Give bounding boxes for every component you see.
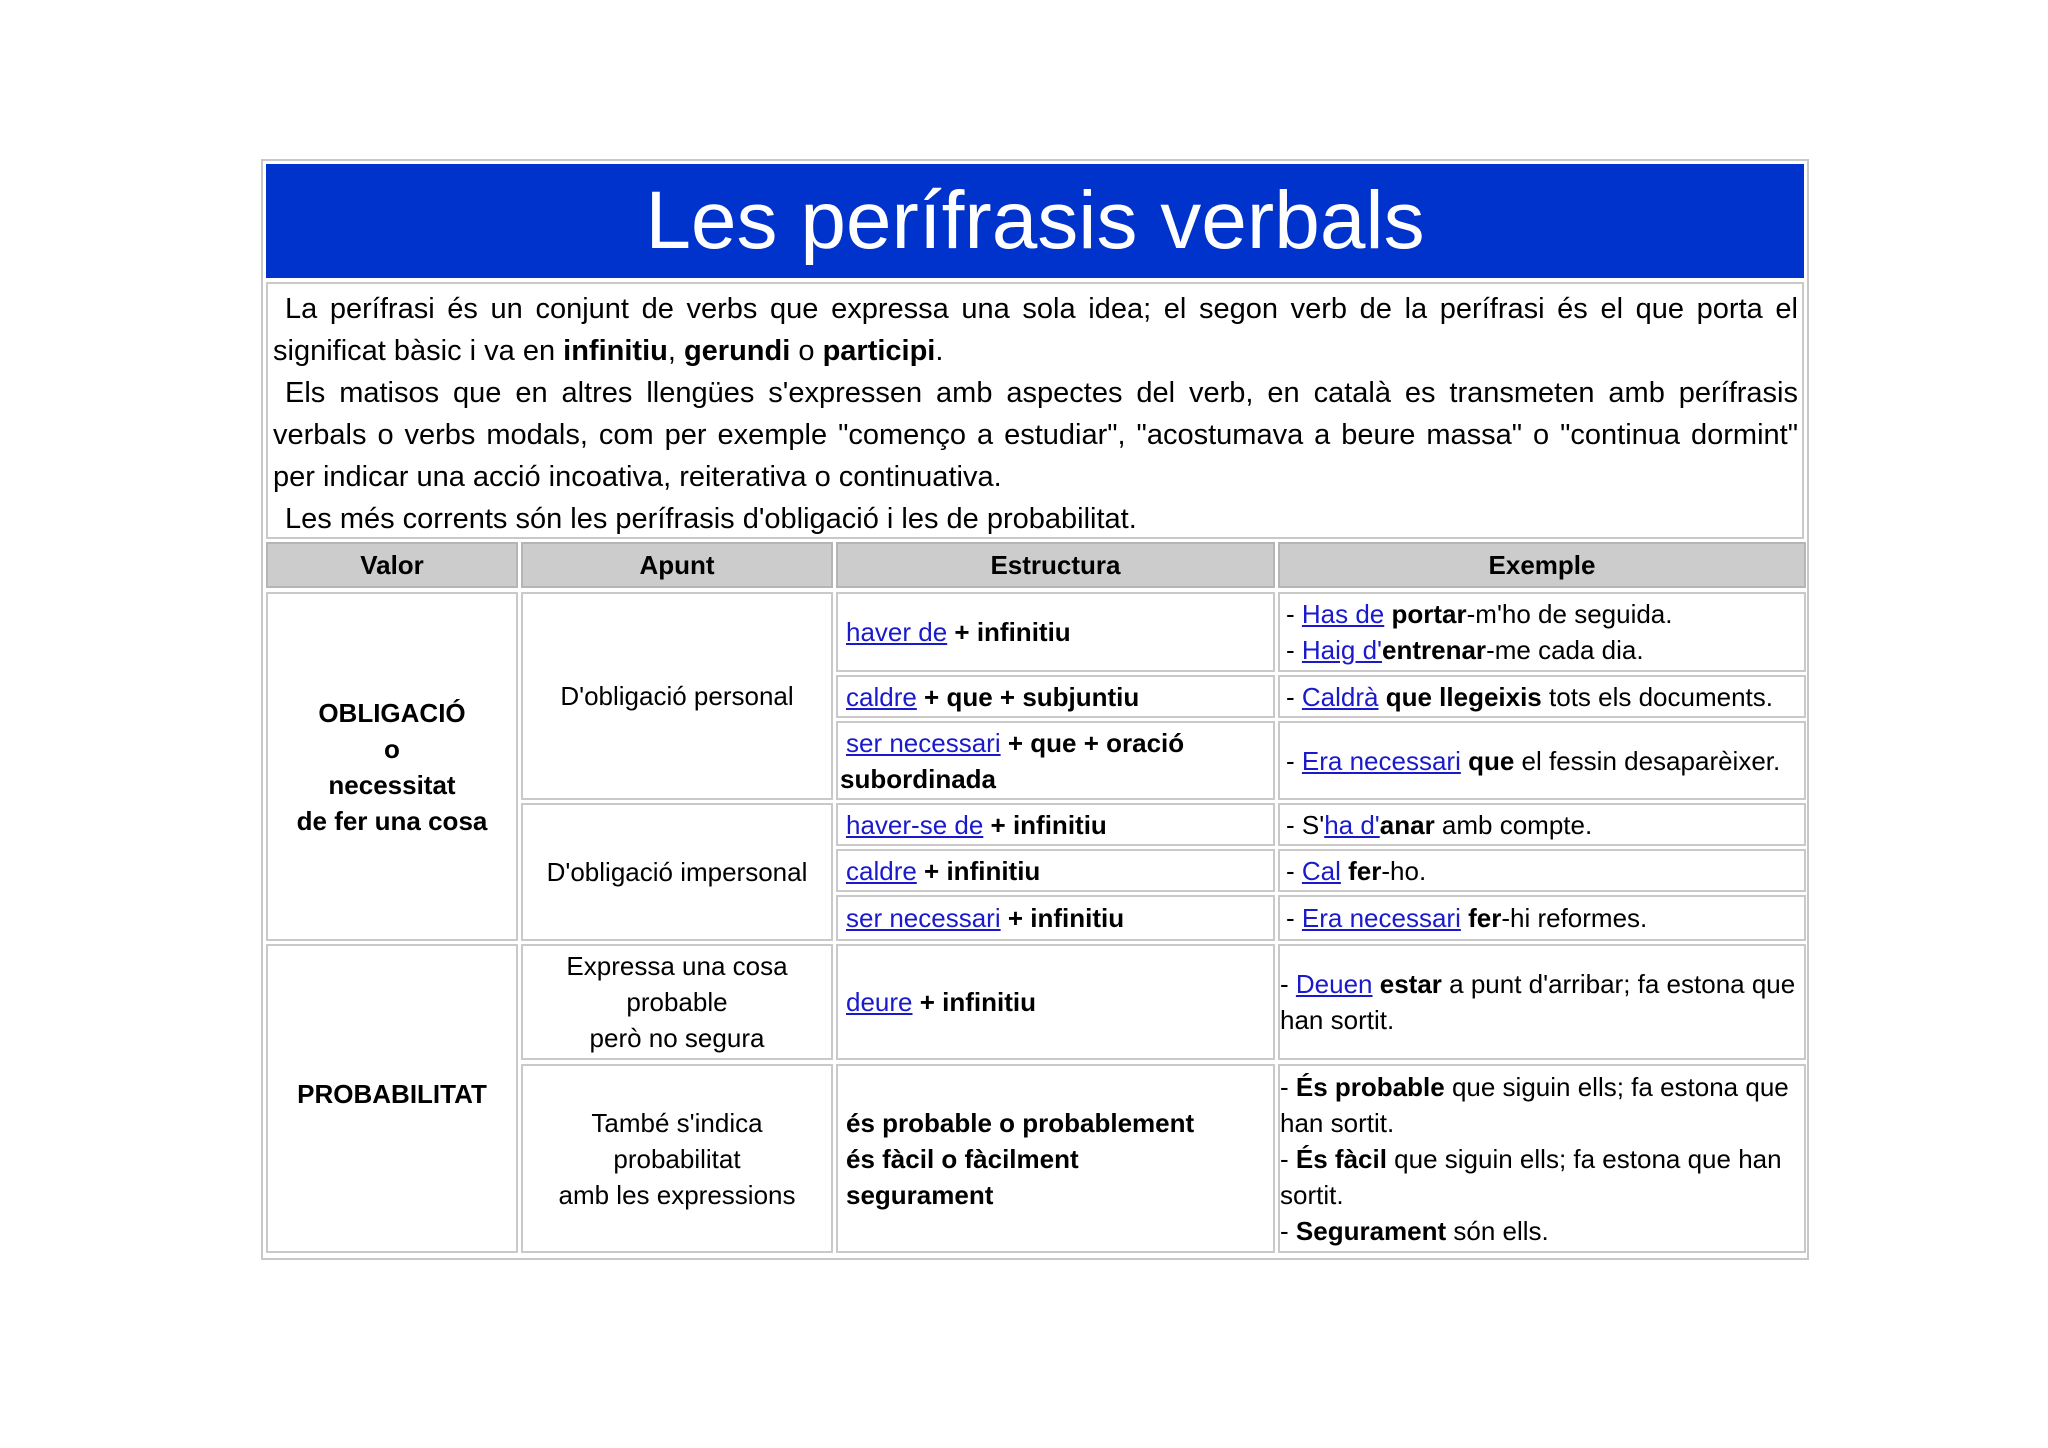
- exemple-row-2: - Caldrà que llegeixis tots els documents.: [1278, 675, 1806, 718]
- exemple-link[interactable]: Era necessari: [1301, 903, 1461, 933]
- apunt-expressions: També s'indica probabilitat amb les expressions: [521, 1064, 833, 1253]
- exemple-row-7: - Deuen estar a punt d'arribar; fa estona que han sortit.: [1278, 944, 1806, 1060]
- exemple-link[interactable]: Haig d': [1301, 635, 1383, 665]
- estructura-row-2: caldre + que + subjuntiu: [836, 675, 1275, 718]
- term-participi: participi: [822, 335, 936, 367]
- estructura-row-3: ser necessari + que + oració subordinada: [836, 721, 1275, 800]
- estructura-row-6: ser necessari + infinitiu: [836, 895, 1275, 941]
- exemple-link[interactable]: Cal: [1301, 855, 1341, 886]
- exemple-row-6: - Era necessari fer-hi reformes.: [1278, 895, 1806, 941]
- intro-text: [266, 282, 1804, 539]
- estructura-link[interactable]: deure: [846, 987, 913, 1017]
- estructura-row-8: és probable o probablement és fàcil o fàcilment segurament: [836, 1064, 1275, 1253]
- page-title: Les perífrasis verbals: [266, 164, 1804, 278]
- estructura-row-5: caldre + infinitiu: [836, 849, 1275, 892]
- estructura-link[interactable]: haver de: [846, 617, 948, 647]
- header-apunt: Apunt: [521, 542, 833, 588]
- exemple-link[interactable]: Caldrà: [1301, 681, 1379, 712]
- intro-paragraph-3: Les més corrents són les perífrasis d'obligació i les de probabilitat.: [285, 503, 1137, 535]
- apunt-impersonal: D'obligació impersonal: [521, 803, 833, 941]
- exemple-link[interactable]: Has de: [1301, 599, 1385, 629]
- valor-obligacio: OBLIGACIÓ o necessitat de fer una cosa: [266, 592, 518, 941]
- intro-paragraph-2: Els matisos que en altres llengües s'expressen amb aspectes del verb, en català es transmeten amb perífrasis verbals o verbs modals, com per exemple "començo a estudiar", "acostumava a beure massa" o "continua dormint" per indicar una acció incoativa, reiterativa o continuativa.: [273, 377, 1798, 493]
- estructura-link[interactable]: haver-se de: [846, 809, 984, 840]
- header-exemple: Exemple: [1278, 542, 1806, 588]
- header-valor: Valor: [266, 542, 518, 588]
- estructura-row-4: haver-se de + infinitiu: [836, 803, 1275, 846]
- perifrasis-document: [261, 159, 1809, 1260]
- valor-probabilitat: PROBABILITAT: [266, 944, 518, 1253]
- exemple-row-1: - Has de portar-m'ho de seguida. - Haig d'entrenar-me cada dia.: [1278, 592, 1806, 672]
- intro-paragraph-1: La perífrasi és un conjunt de verbs que expressa una sola idea; el segon verb de la perífrasi és el que porta el significat bàsic i va en infinitiu, gerundi o participi.: [273, 293, 1798, 367]
- exemple-row-4: - S'ha d'anar amb compte.: [1278, 803, 1806, 846]
- apunt-personal: D'obligació personal: [521, 592, 833, 800]
- exemple-row-5: - Cal fer-ho.: [1278, 849, 1806, 892]
- apunt-probable: Expressa una cosa probable però no segura: [521, 944, 833, 1060]
- estructura-link[interactable]: ser necessari: [846, 727, 1001, 758]
- estructura-row-1: haver de + infinitiu: [836, 592, 1275, 672]
- estructura-row-7: deure + infinitiu: [836, 944, 1275, 1060]
- exemple-row-8: - És probable que siguin ells; fa estona que han sortit. - És fàcil que siguin ells; fa estona que han sortit. - Segurament són ells.: [1278, 1064, 1806, 1253]
- exemple-link[interactable]: Era necessari: [1301, 745, 1461, 776]
- exemple-row-3: - Era necessari que el fessin desaparèixer.: [1278, 721, 1806, 800]
- header-estructura: Estructura: [836, 542, 1275, 588]
- estructura-link[interactable]: caldre: [846, 855, 917, 886]
- estructura-link[interactable]: ser necessari: [846, 903, 1001, 933]
- term-gerundi: gerundi: [683, 335, 791, 367]
- estructura-link[interactable]: caldre: [846, 681, 917, 712]
- exemple-link[interactable]: Deuen: [1295, 969, 1373, 999]
- term-infinitiu: infinitiu: [563, 335, 668, 367]
- exemple-link[interactable]: ha d': [1324, 809, 1380, 840]
